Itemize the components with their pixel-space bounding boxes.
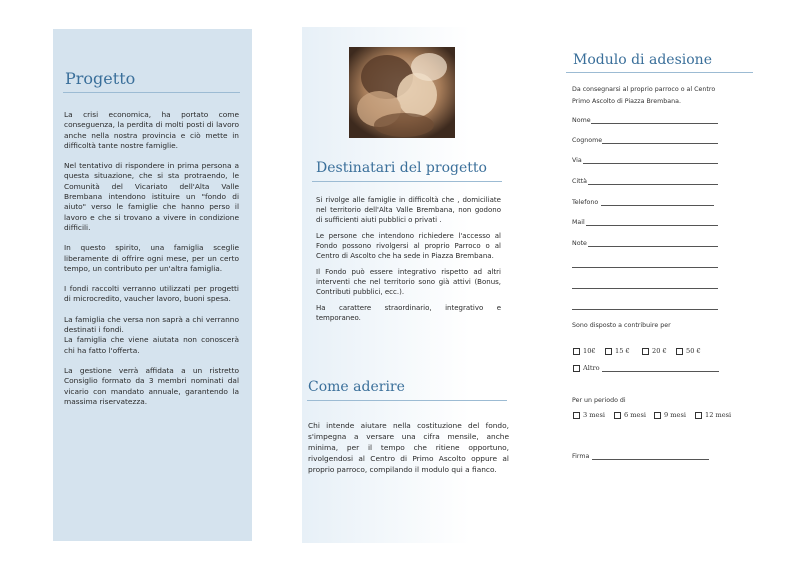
firma-label: Firma [572, 453, 590, 460]
altro-field[interactable] [602, 371, 719, 372]
period-9-checkbox[interactable] [654, 411, 686, 419]
progetto-rule [63, 92, 240, 93]
checkbox-box[interactable] [654, 412, 661, 419]
cognome-label: Cognome [572, 137, 603, 144]
destinatari-paragraph: Il Fondo può essere integrativo rispetto ad altri interventi che nel territorio sono già attivi (Bonus, Contributi pubblici, ecc.). [316, 268, 501, 296]
note-field-line[interactable] [572, 267, 718, 268]
aderire-rule [307, 400, 507, 401]
note-field-line[interactable] [572, 288, 718, 289]
amount-50-checkbox[interactable] [676, 347, 701, 355]
contributo-label: Sono disposto a contribuire per [572, 322, 671, 329]
modulo-rule [566, 72, 753, 73]
progetto-paragraph: La crisi economica, ha portato come conseguenza, la perdita di molti posti di lavoro anche nella nostra provincia e ciò mette in difficoltà tante nostre famiglie. [64, 110, 239, 150]
nome-field[interactable] [591, 123, 718, 124]
checkbox-box[interactable] [573, 365, 580, 372]
mail-field[interactable] [586, 225, 718, 226]
aderire-title: Come aderire [308, 379, 405, 395]
checkbox-box[interactable] [605, 348, 612, 355]
telefono-label: Telefono [572, 199, 599, 206]
cognome-field[interactable] [602, 143, 718, 144]
period-3-checkbox[interactable] [573, 411, 605, 419]
amount-15-checkbox[interactable] [605, 347, 630, 355]
amount-label: 15 € [615, 347, 630, 355]
destinatari-paragraph: Ha carattere straordinario, integrativo e temporaneo. [316, 304, 501, 322]
progetto-paragraph: In questo spirito, una famiglia sceglie liberamente di offrire ogni mese, per un certo tempo, un contributo per un'altra famiglia. [64, 243, 239, 273]
checkbox-box[interactable] [573, 348, 580, 355]
via-field[interactable] [583, 163, 718, 164]
checkbox-box[interactable] [614, 412, 621, 419]
amount-label: 50 € [686, 347, 701, 355]
modulo-title: Modulo di adesione [573, 52, 712, 68]
checkbox-box[interactable] [695, 412, 702, 419]
note-field[interactable] [588, 246, 718, 247]
altro-label: Altro [583, 364, 600, 372]
modulo-intro: Da consegnarsi al proprio parroco o al Centro Primo Ascolto di Piazza Brembana. [572, 86, 716, 105]
family-photo [349, 47, 455, 138]
progetto-paragraph: Nel tentativo di rispondere in prima persona a questa situazione, che si sta protraendo, le Comunità del Vicariato dell'Alta Valle Brembana intendono istituire un "fondo di aiuto" verso le famiglie che hanno perso il lavoro e che si trovano a vivere in condizione difficili. [64, 161, 239, 232]
amount-20-checkbox[interactable] [642, 347, 667, 355]
note-field-line[interactable] [572, 309, 718, 310]
periodo-label: Per un periodo di [572, 397, 626, 404]
amount-10-checkbox[interactable] [573, 347, 596, 355]
aderire-text: Chi intende aiutare nella costituzione del fondo, s'impegna a versare una cifra mensile, anche minima, per il tempo che ritiene opportuno, rivolgendosi al Centro di Primo Ascolto oppure al proprio parroco, compilando il modulo qui a fianco. [308, 421, 509, 474]
period-label: 12 mesi [705, 411, 732, 419]
mail-label: Mail [572, 219, 585, 226]
telefono-field[interactable] [601, 205, 714, 206]
checkbox-box[interactable] [573, 412, 580, 419]
checkbox-box[interactable] [676, 348, 683, 355]
progetto-paragraph: La famiglia che versa non saprà a chi verranno destinati i fondi. La famiglia che viene aiutata non conoscerà chi ha fatto l'offerta. [64, 314, 239, 355]
note-label: Note [572, 240, 587, 247]
amount-label: 10€ [583, 347, 596, 355]
destinatari-rule [312, 181, 502, 182]
period-12-checkbox[interactable] [695, 411, 731, 419]
period-label: 9 mesi [664, 411, 686, 419]
progetto-title: Progetto [65, 69, 136, 88]
family-photo-image [349, 47, 455, 138]
destinatari-title: Destinatari del progetto [316, 160, 487, 176]
citta-field[interactable] [588, 184, 718, 185]
progetto-paragraph: I fondi raccolti verranno utilizzati per progetti di microcredito, vaucher lavoro, buoni spesa. [64, 284, 239, 304]
altro-checkbox[interactable] [573, 364, 600, 372]
via-label: Via [572, 157, 582, 164]
progetto-text [64, 110, 239, 407]
period-label: 6 mesi [624, 411, 646, 419]
citta-label: Città [572, 178, 587, 185]
progetto-paragraph: La gestione verrà affidata a un ristretto Consiglio formato da 3 membri nominati dal vicario con mandato annuale, garantendo la massima riservatezza. [64, 365, 239, 406]
period-6-checkbox[interactable] [614, 411, 646, 419]
checkbox-box[interactable] [642, 348, 649, 355]
destinatari-paragraph: Si rivolge alle famiglie in difficoltà che , domiciliate nel territorio dell'Alta Valle Brembana, non godono di sufficienti aiuti pubblici o privati . [316, 196, 501, 224]
amount-label: 20 € [652, 347, 667, 355]
destinatari-paragraph: Le persone che intendono richiedere l'accesso al Fondo possono rivolgersi al proprio Parroco o al Centro di Ascolto che ha sede in Piazza Brembana. [316, 232, 501, 260]
destinatari-text [316, 195, 501, 323]
nome-label: Nome [572, 117, 591, 124]
firma-field[interactable] [592, 459, 709, 460]
period-label: 3 mesi [583, 411, 605, 419]
